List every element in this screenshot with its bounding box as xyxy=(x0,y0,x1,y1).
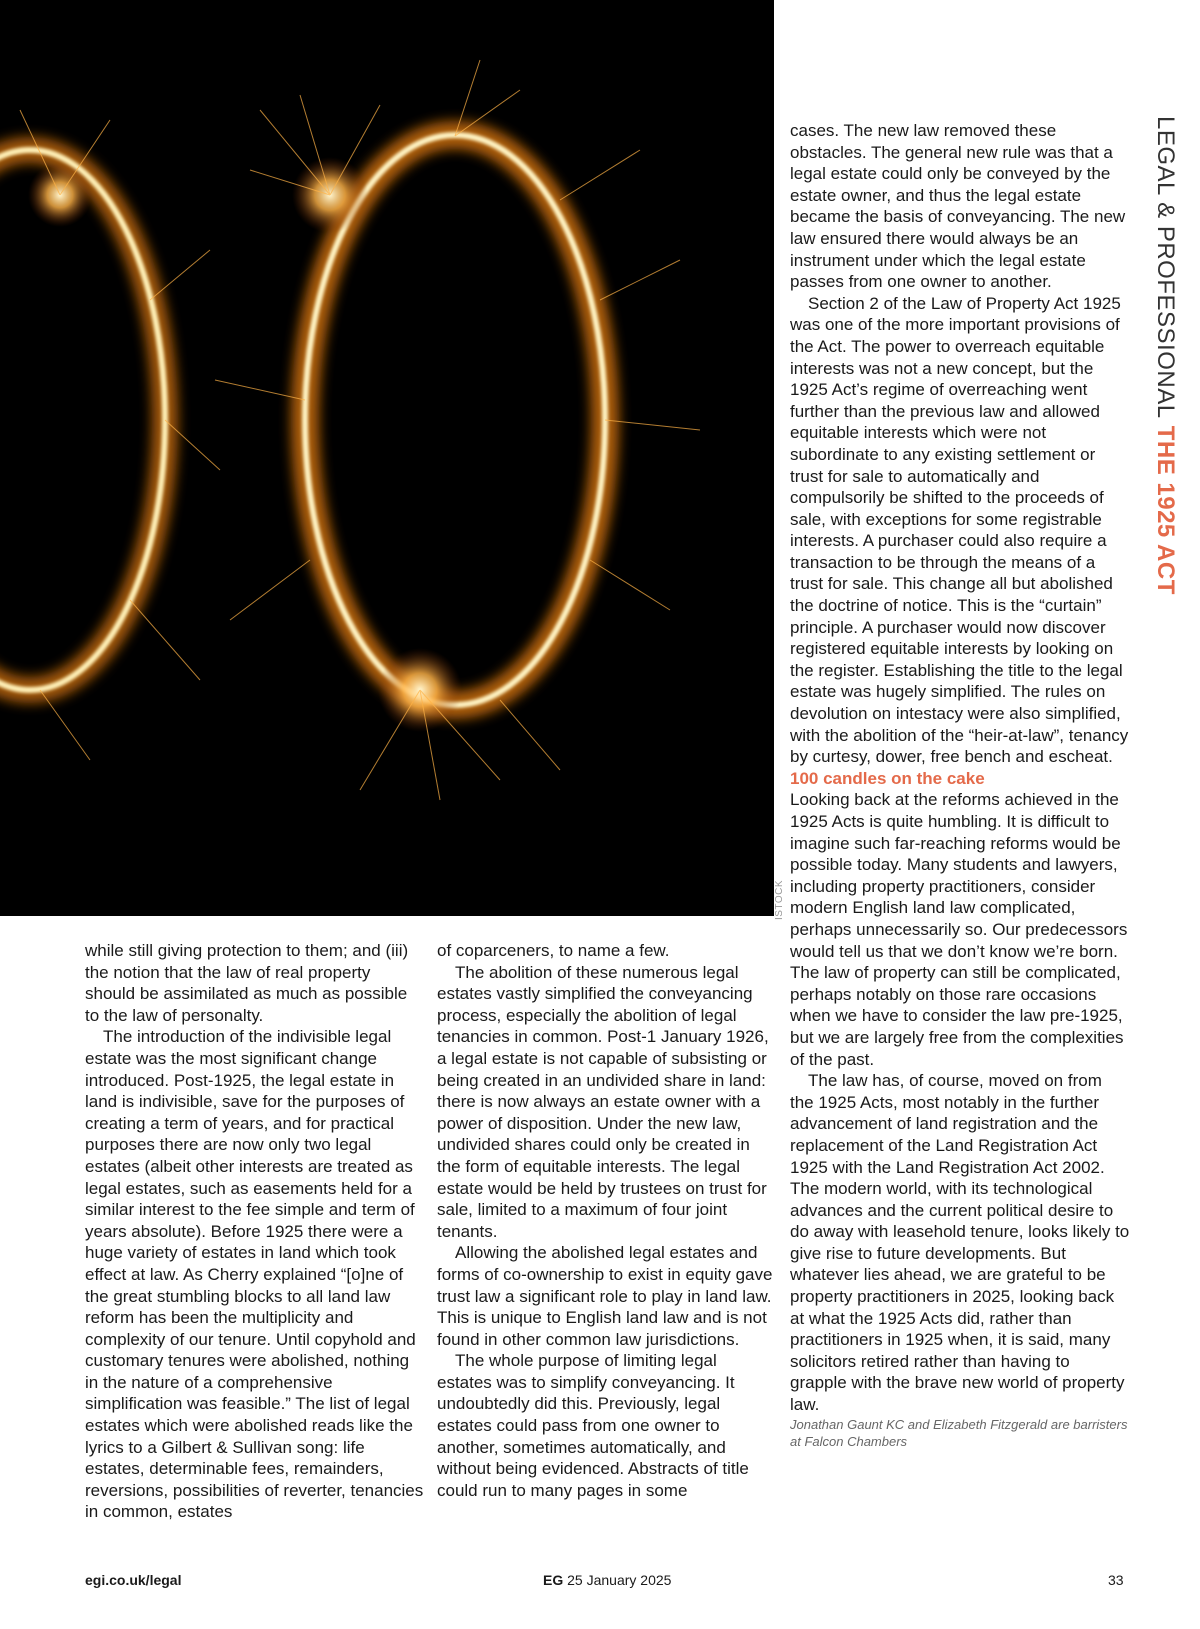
paragraph: The introduction of the indivisible legal estate was the most significant change introduced. Post-1925, the legal estate in land is indivisible, save for the purposes of creating a term of years, and for practical purposes there are now only two legal estates (albeit other interests are treated as legal estates, such as easements held for a similar interest to the fee simple and term of years absolute). Before 1925 there were a huge variety of estates in land which took effect at law. As Cherry explained “[o]ne of the great stumbling blocks to all land law reform has been the multiplicity and complexity of our tenure. Until copyhold and customary tenures were abolished, nothing in the nature of a comprehensive simplification was feasible.” The list of legal estates which were abolished reads like the lyrics to a Gilbert & Sullivan song: life estates, determinable fees, remainders, reversions, possibilities of reverter, tenancies in common, estates xyxy=(85,1027,424,1522)
section-label xyxy=(1150,116,1180,595)
paragraph: The law has, of course, moved on from the 1925 Acts, most notably in the further advancement of land registration and the replacement of the Land Registration Act 1925 with the Land Registration Act 2002. The modern world, with its technological advances and the current political desire to do away with leasehold tenure, looks likely to give rise to future developments. But whatever lies ahead, we are grateful to be property practitioners in 2025, looking back at what the 1925 Acts did, rather than practitioners in 1925 when, it is said, many solicitors retired rather than having to grapple with the brave new world of property law. xyxy=(790,1071,1130,1415)
paragraph: The whole purpose of limiting legal estates was to simplify conveyancing. It undoubtedly did this. Previously, legal estates could pass from one owner to another, sometimes automatically, and without being evidenced. Abstracts of title could run to many pages in some xyxy=(437,1351,749,1500)
author-bio: Jonathan Gaunt KC and Elizabeth Fitzgerald are barristers at Falcon Chambers xyxy=(790,1416,1128,1449)
sparkler-illustration xyxy=(0,0,774,916)
paragraph: of coparceners, to name a few. xyxy=(437,941,670,960)
magazine-name: EG xyxy=(543,1572,564,1588)
paragraph: while still giving protection to them; and (iii) the notion that the law of real property should be assimilated as much as possible to the law of personalty. xyxy=(85,941,409,1025)
issue-date: 25 January 2025 xyxy=(567,1572,672,1588)
footer-issue xyxy=(543,1572,671,1588)
article-column-1 xyxy=(85,940,425,1523)
paragraph: The abolition of these numerous legal estates vastly simplified the conveyancing process, especially the abolition of legal tenancies in common. Post-1 January 1926, a legal estate is not capable of subsisting or being created in an undivided share in land: there is now always an estate owner with a power of disposition. Under the new law, undivided shares could only be created in the form of equitable interests. The legal estate would be held by trustees on trust for sale, limited to a maximum of four joint tenants. xyxy=(437,962,769,1241)
image-credit: ISTOCK xyxy=(774,880,785,921)
section-name: LEGAL & PROFESSIONAL xyxy=(1152,116,1179,419)
footer-url: egi.co.uk/legal xyxy=(85,1572,182,1588)
subheading: 100 candles on the cake xyxy=(790,768,985,788)
article-column-3 xyxy=(790,120,1130,1450)
paragraph: Allowing the abolished legal estates and forms of co-ownership to exist in equity gave trust law a significant role to play in land law. This is unique to English land law and is not found in other common law jurisdictions. xyxy=(437,1243,773,1349)
page-number: 33 xyxy=(1108,1572,1124,1588)
section-topic: THE 1925 ACT xyxy=(1152,425,1179,595)
article-column-2 xyxy=(437,940,773,1501)
paragraph: cases. The new law removed these obstacles. The general new rule was that a legal estate could only be conveyed by the estate owner, and thus the legal estate became the basis of conveyancing. The new law ensured there would always be an instrument under which the legal estate passes from one owner to another. xyxy=(790,121,1126,292)
paragraph: Section 2 of the Law of Property Act 1925 was one of the more important provisions of the Act. The power to overreach equitable interests was not a new concept, but the 1925 Act’s regime of overreaching went further than the previous law and allowed equitable interests which were not subordinate to any existing settlement or trust for sale to automatically and compulsorily be shifted to the proceeds of sale, with exceptions for some registrable interests. A purchaser could also require a transaction to be through the means of a trust for sale. This change all but abolished the doctrine of notice. This is the “curtain” principle. A purchaser would now discover registered equitable interests by looking on the register. Establishing the title to the legal estate was hugely simplified. The rules on devolution on intestacy were also simplified, with the abolition of the “heir-at-law”, tenancy by curtesy, dower, free bench and escheat. xyxy=(790,293,1129,767)
paragraph: Looking back at the reforms achieved in the 1925 Acts is quite humbling. It is difficult to imagine such far-reaching reforms would be possible today. Many students and lawyers, including property practitioners, consider modern English land law complicated, perhaps unnecessarily so. Our predecessors would tell us that we don’t know we’re born. The law of property can still be complicated, perhaps notably on those rare occasions when we have to consider the law pre-1925, but we are largely free from the complexities of the past. xyxy=(790,790,1128,1069)
sparkler-zeros-photo xyxy=(0,0,774,916)
